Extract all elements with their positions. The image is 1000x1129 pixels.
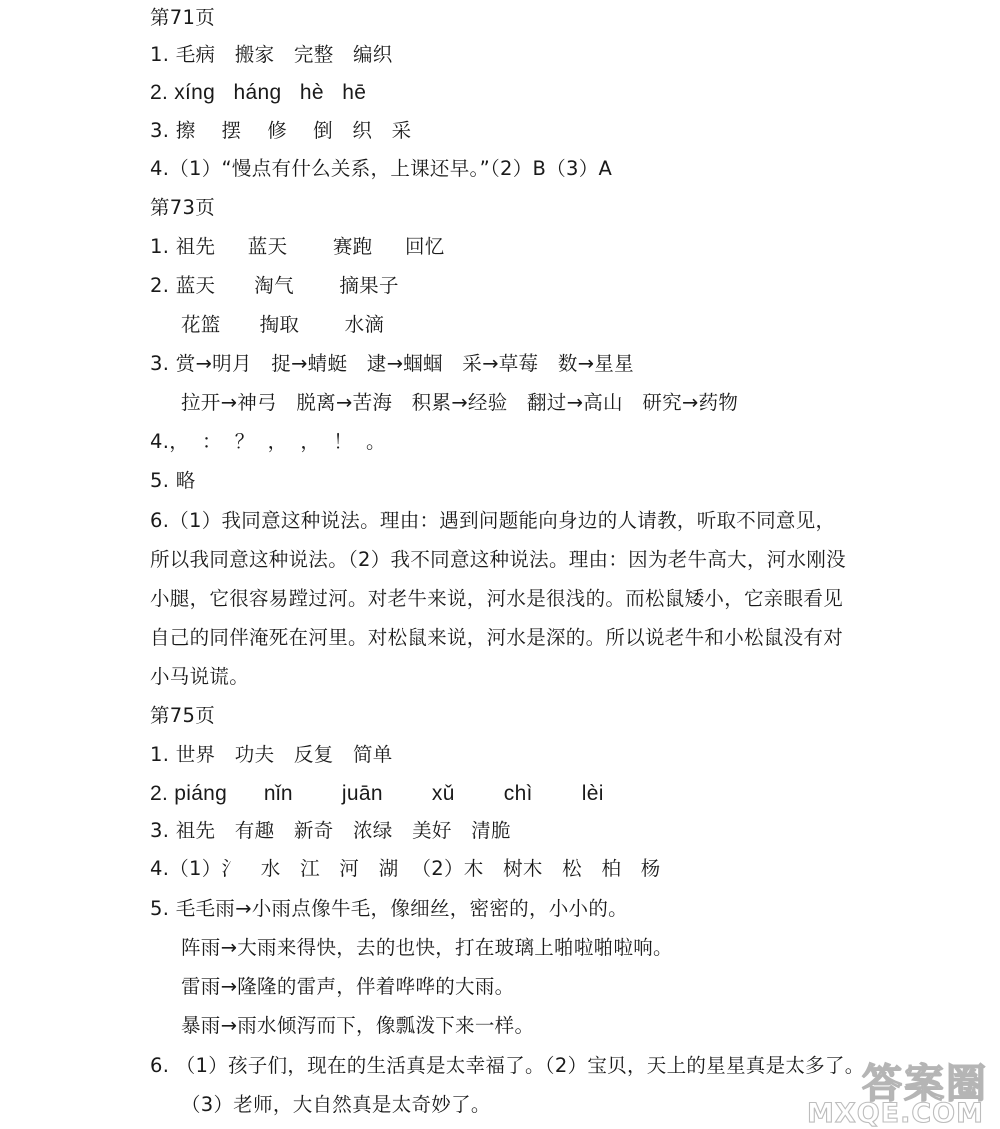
answer-line-continued: （3）老师，大自然真是太奇妙了。 <box>181 1093 491 1116</box>
watermark-logo: 答案圈 <box>862 1061 988 1107</box>
page-heading-71: 第71页 <box>150 6 216 29</box>
answer-line: 5. 毛毛雨→小雨点像牛毛，像细丝，密密的，小小的。 <box>150 897 628 920</box>
answer-line: 1. 世界 功夫 反复 简单 <box>150 743 393 766</box>
answer-line: 6. （1）孩子们，现在的生活真是太幸福了。（2）宝贝，天上的星星真是太多了。 <box>150 1054 865 1077</box>
answer-line: 3. 赏→明月 捉→蜻蜓 逮→蝈蝈 采→草莓 数→星星 <box>150 352 634 375</box>
answer-line: 3. 祖先 有趣 新奇 浓绿 美好 清脆 <box>150 819 511 842</box>
answer-line: 3. 擦 摆 修 倒 织 采 <box>150 119 412 142</box>
answer-line-pinyin: 2. xíng háng hè hē <box>150 81 367 104</box>
answer-line-continued: 拉开→神弓 脱离→苦海 积累→经验 翻过→高山 研究→药物 <box>181 391 739 414</box>
answer-line-continued: 阵雨→大雨来得快，去的也快，打在玻璃上啪啦啪啦响。 <box>181 936 673 959</box>
answer-paragraph-line: 6.（1）我同意这种说法。理由：遇到问题能向身边的人请教，听取不同意见， <box>150 509 836 532</box>
answer-line-continued: 雷雨→隆隆的雷声，伴着哗哗的大雨。 <box>181 975 515 998</box>
answer-paragraph-line: 小腿，它很容易蹚过河。对老牛来说，河水是很浅的。而松鼠矮小，它亲眼看见 <box>150 587 844 610</box>
answer-paragraph-line: 小马说谎。 <box>150 665 250 688</box>
page-heading-73: 第73页 <box>150 196 216 219</box>
answer-line: 4.（1）氵 水 江 河 湖 （2）木 树木 松 柏 杨 <box>150 857 661 880</box>
answer-line-pinyin: 2. piáng nǐn juān xǔ chì lèi <box>150 782 604 805</box>
answer-line-continued: 暴雨→雨水倾泻而下，像瓢泼下来一样。 <box>181 1014 535 1037</box>
answer-line: 4.（1）“慢点有什么关系，上课还早。”（2）B（3）A <box>150 157 613 180</box>
watermark-url: MXQE.COM <box>807 1098 984 1129</box>
answer-line: 2. 蓝天 淘气 摘果子 <box>150 274 399 297</box>
answer-paragraph-line: 自己的同伴淹死在河里。对松鼠来说，河水是深的。所以说老牛和小松鼠没有对 <box>150 626 844 649</box>
answer-line-continued: 花篮 掏取 水滴 <box>181 313 385 336</box>
answer-line: 1. 毛病 搬家 完整 编织 <box>150 43 393 66</box>
page-heading-75: 第75页 <box>150 704 216 727</box>
answer-line: 1. 祖先 蓝天 赛跑 回忆 <box>150 235 445 258</box>
answer-line: 4.， ： ？ ， ， ！ 。 <box>150 430 386 453</box>
answer-line: 5. 略 <box>150 469 196 492</box>
answer-paragraph-line: 所以我同意这种说法。（2）我不同意这种说法。理由：因为老牛高大，河水刚没 <box>150 548 846 571</box>
